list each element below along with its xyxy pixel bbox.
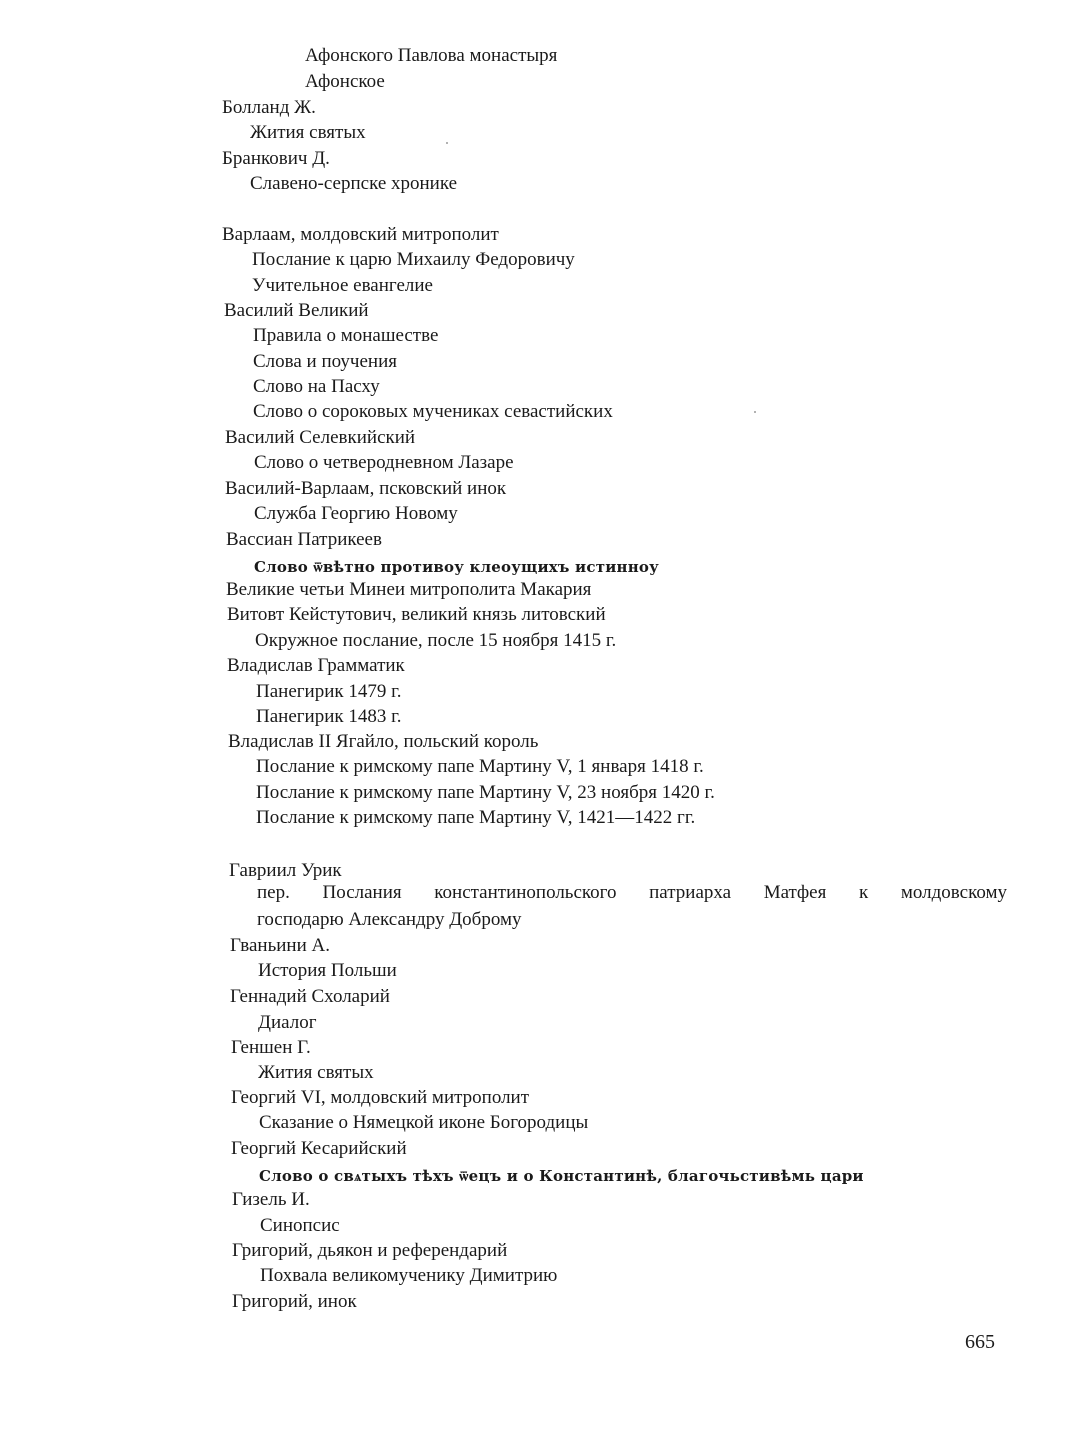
index-author: Болланд Ж. — [222, 97, 316, 118]
index-author: Геншен Г. — [231, 1037, 311, 1058]
index-work: Слово на Пасху — [253, 376, 380, 397]
index-author: Григорий, инок — [232, 1291, 357, 1312]
index-author: Владислав II Ягайло, польский король — [228, 731, 539, 752]
index-author: Великие четьи Минеи митрополита Макария — [226, 579, 592, 600]
index-work-slavonic: Слово о свѧтыхъ тѣхъ ѿецъ и о Константинѣ, благочьстивѣмь цари — [259, 1167, 864, 1185]
index-author: Витовт Кейстутович, великий князь литовский — [227, 604, 606, 625]
index-work: Диалог — [258, 1012, 317, 1033]
index-work: Слово о четверодневном Лазаре — [254, 452, 514, 473]
index-work: Жития святых — [250, 122, 366, 143]
index-author: Вассиан Патрикеев — [226, 529, 382, 550]
index-work: История Польши — [258, 960, 397, 981]
index-author: Георгий VI, молдовский митрополит — [231, 1087, 530, 1108]
index-author: Гизель И. — [232, 1189, 310, 1210]
page-speck — [754, 411, 756, 413]
index-work: Послание к римскому папе Мартину V, 23 ноября 1420 г. — [256, 782, 715, 803]
index-author: Владислав Грамматик — [227, 655, 405, 676]
index-work: Послание к царю Михаилу Федоровичу — [252, 249, 575, 270]
index-author: Гваньини А. — [230, 935, 330, 956]
page-speck — [446, 142, 448, 144]
index-work: Сказание о Нямецкой иконе Богородицы — [259, 1112, 589, 1133]
index-work: Слова и поучения — [253, 351, 397, 372]
index-work: Жития святых — [258, 1062, 374, 1083]
index-line: Афонского Павлова монастыря — [305, 45, 558, 66]
index-work: пер. Послания константинопольского патриарха Матфея к молдовскому — [257, 882, 1007, 903]
index-work: Послание к римскому папе Мартину V, 1421—1422 гг. — [256, 807, 696, 828]
index-work: Панегирик 1483 г. — [256, 706, 402, 727]
index-work: Похвала великомученику Димитрию — [260, 1265, 558, 1286]
index-author: Василий Великий — [224, 300, 369, 321]
index-author: Геннадий Схоларий — [230, 986, 390, 1007]
index-work: Послание к римскому папе Мартину V, 1 января 1418 г. — [256, 756, 704, 777]
index-work: Панегирик 1479 г. — [256, 681, 402, 702]
index-author: Гавриил Урик — [229, 860, 342, 881]
index-author: Бранкович Д. — [222, 148, 330, 169]
page-number: 665 — [965, 1331, 995, 1353]
index-work: Синопсис — [260, 1215, 340, 1236]
index-work: Славено-серпске хронике — [250, 173, 458, 194]
index-author: Василий-Варлаам, псковский инок — [225, 478, 507, 499]
index-work: Служба Георгию Новому — [254, 503, 458, 524]
index-author: Варлаам, молдовский митрополит — [222, 224, 499, 245]
index-author: Григорий, дьякон и референдарий — [232, 1240, 508, 1261]
index-work: Окружное послание, после 15 ноября 1415 г. — [255, 630, 617, 651]
index-work: Учительное евангелие — [252, 275, 433, 296]
index-work: Правила о монашестве — [253, 325, 439, 346]
index-work: Слово о сороковых мучениках севастийских — [253, 401, 613, 422]
index-author: Василий Селевкийский — [225, 427, 416, 448]
index-work-slavonic: Слово ѿвѣтно противоу клеоущихъ истинноу — [254, 558, 659, 576]
index-author: Георгий Кесарийский — [231, 1138, 407, 1159]
index-work: господарю Александру Доброму — [257, 909, 522, 930]
index-line: Афонское — [305, 71, 385, 92]
